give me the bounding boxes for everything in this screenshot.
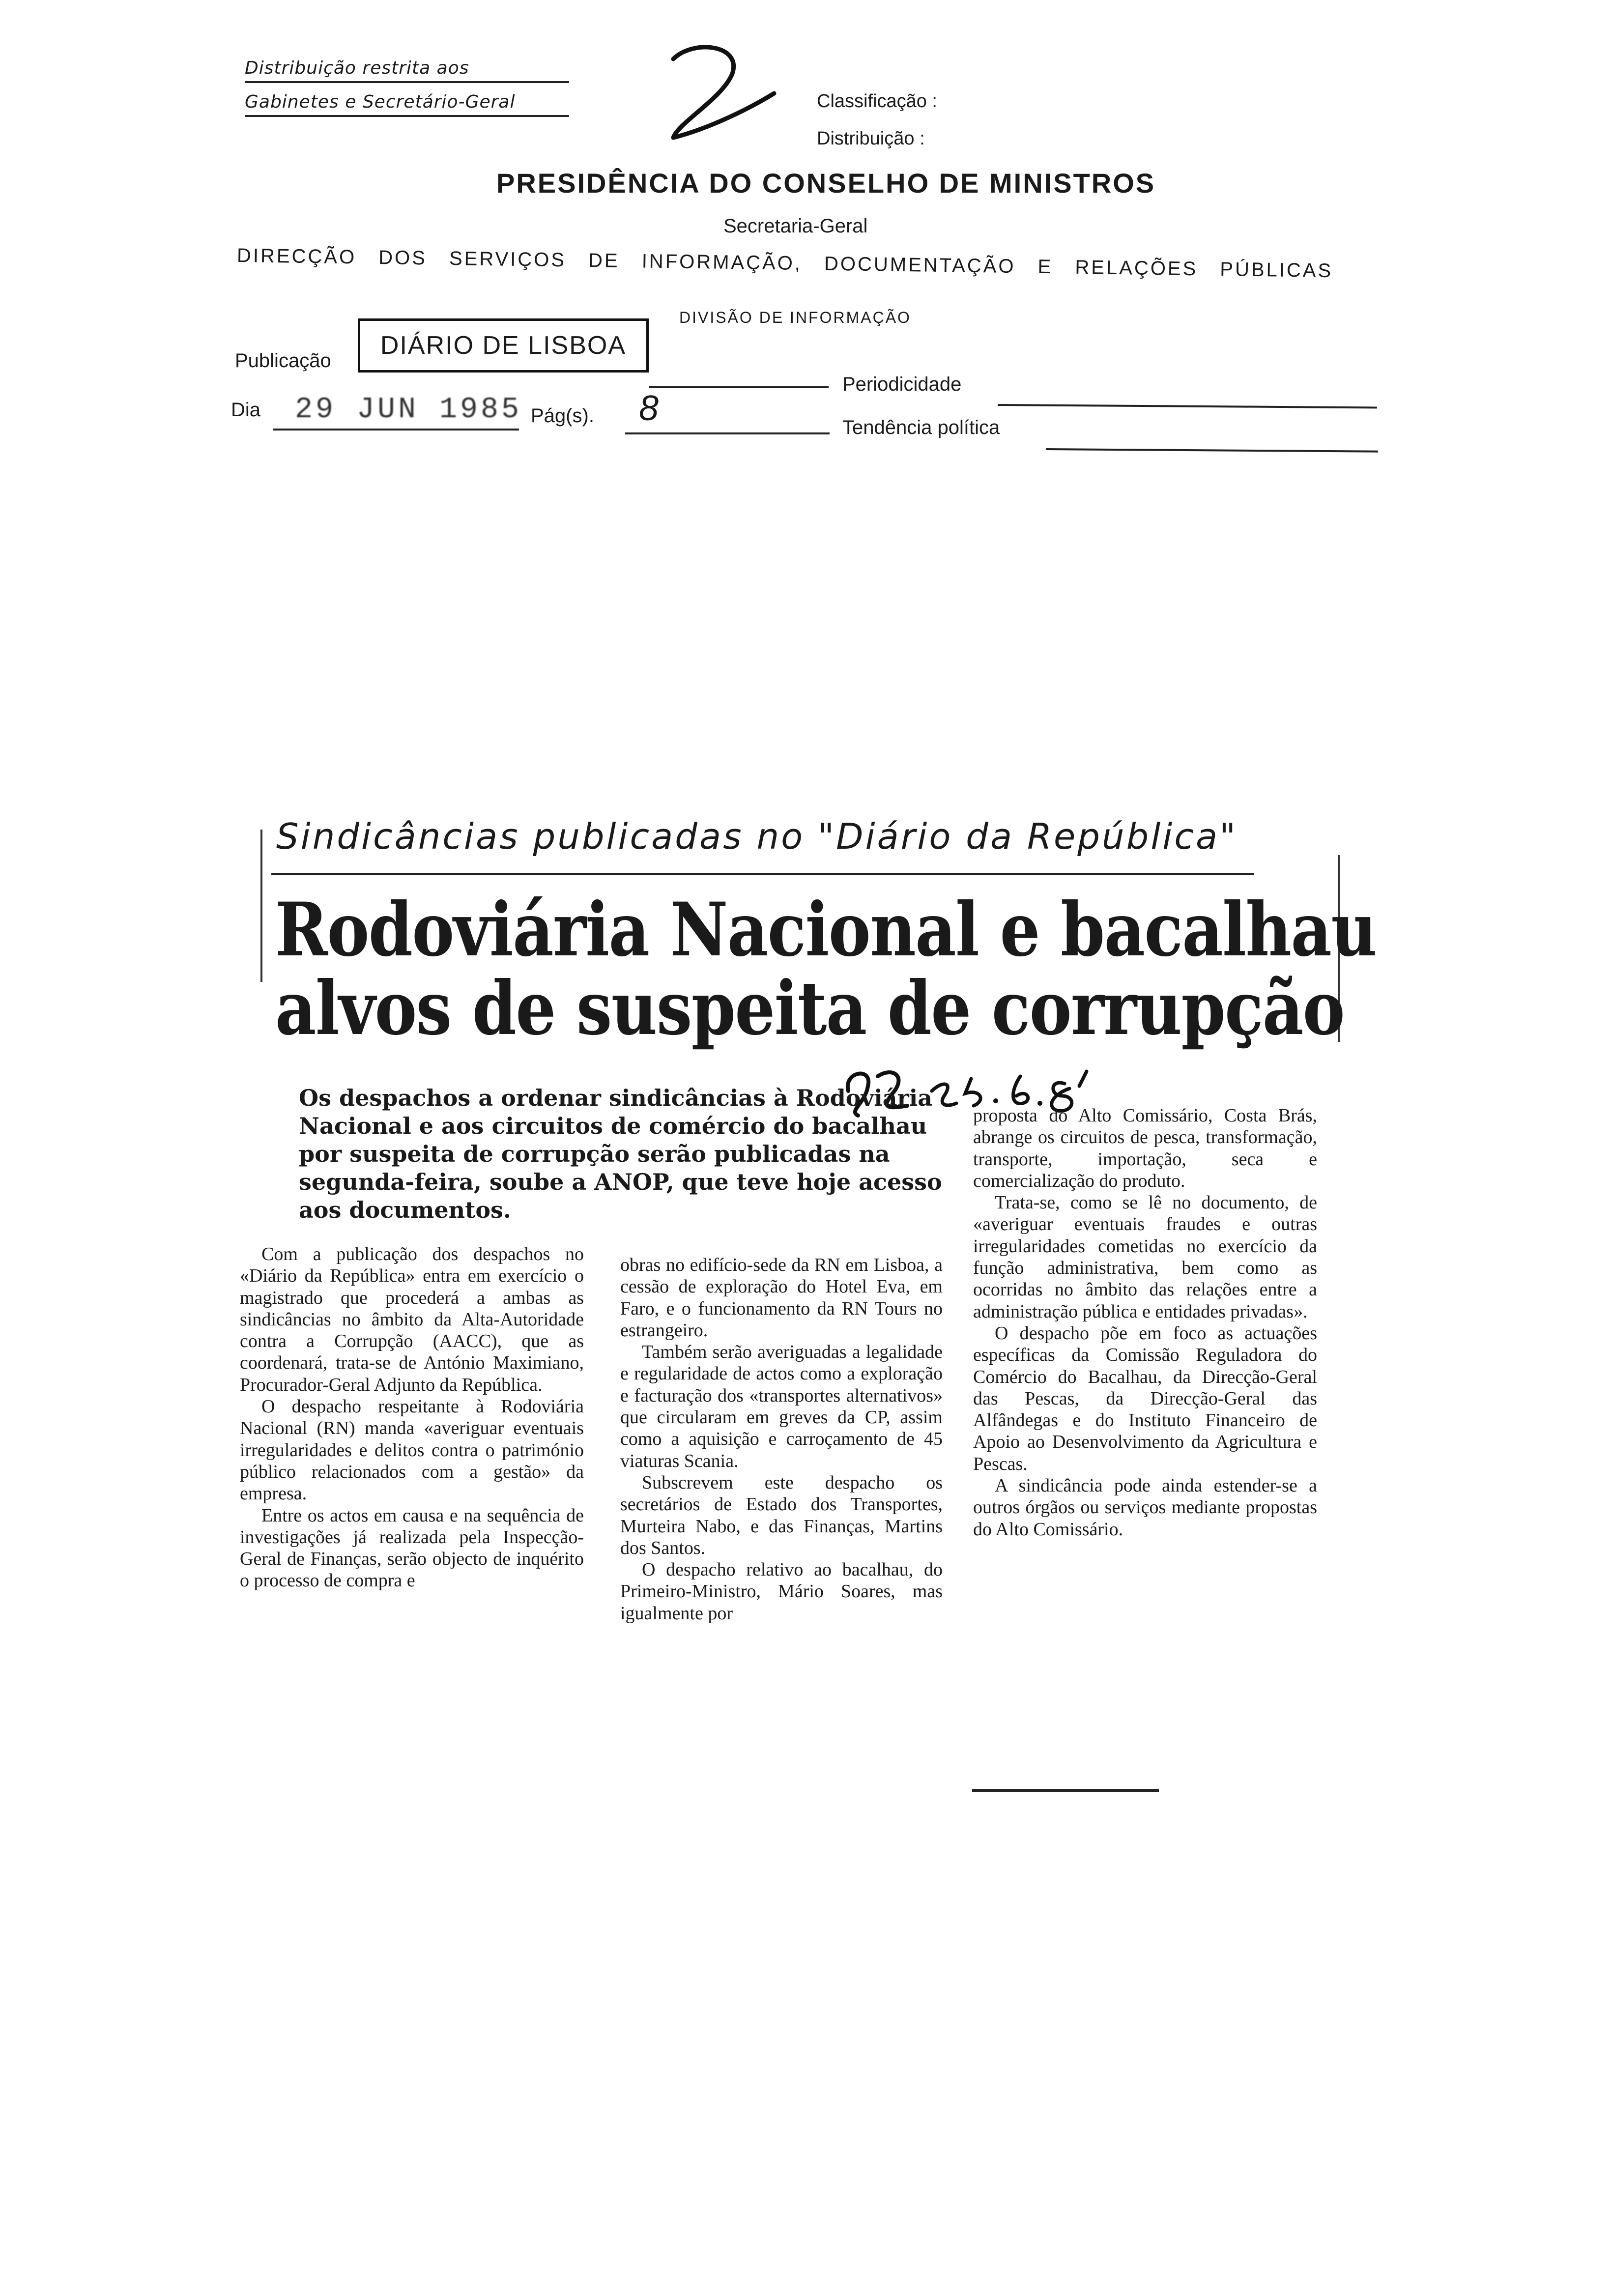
headline-line-1: Rodoviária Nacional e bacalhau — [275, 887, 1377, 973]
article-column-3 — [973, 1105, 1317, 1540]
day-stamp-value: 29 JUN 1985 — [295, 393, 522, 427]
political-tendency-underline — [1046, 448, 1378, 453]
distribution-note-line-1: Distribuição restrita aos — [245, 58, 569, 83]
column-1-paragraph: O despacho respeitante à Rodoviária Nacional (RN) manda «averiguar eventuais irregularidades e delitos contra o património público relacionados com a gestão» da empresa. — [240, 1396, 584, 1504]
headline-line-2: alvos de suspeita de corrupção — [275, 965, 1344, 1052]
organization-title: PRESIDÊNCIA DO CONSELHO DE MINISTROS — [496, 168, 1156, 199]
distribution-note-line-2: Gabinetes e Secretário-Geral — [245, 92, 569, 117]
day-underline — [273, 429, 519, 430]
column-1-paragraph: Entre os actos em causa e na sequência de investigações já realizada pela Inspecção-Geral de Finanças, serão objecto de inquérito o processo de compra e — [240, 1505, 584, 1591]
publication-label: Publicação — [235, 350, 331, 372]
column-1-paragraph: Com a publicação dos despachos no «Diário da República» entra em exercício o magistrado que procederá a ambas as sindicâncias no âmbito da Alta-Autoridade contra a Corrupção (AACC), que as coordenará, trata-se de António Maximiano, Procurador-Geral Adjunto da República. — [240, 1244, 584, 1395]
article-end-rule — [972, 1789, 1159, 1792]
column-3-paragraph: proposta do Alto Comissário, Costa Brás, abrange os circuitos de pesca, transformação, transporte, importação, seca e comercialização do produto. — [973, 1105, 1317, 1191]
periodicity-label: Periodicidade — [842, 373, 962, 395]
column-2-paragraph: O despacho relativo ao bacalhau, do Primeiro-Ministro, Mário Soares, mas igualmente por — [620, 1559, 943, 1624]
periodicity-underline — [998, 404, 1377, 408]
handwritten-number-2 — [659, 39, 786, 152]
column-3-paragraph: A sindicância pode ainda estender-se a outros órgãos ou serviços mediante propostas do Alto Comissário. — [973, 1475, 1317, 1540]
classification-block — [817, 83, 937, 157]
publication-underline — [649, 386, 829, 388]
political-tendency-label: Tendência política — [842, 417, 1000, 438]
classification-label: Classificação : — [817, 91, 937, 112]
article-lead: Os despachos a ordenar sindicâncias à Rodoviária Nacional e aos circuitos de comércio do bacalhau por suspeita de corrupção serão publicadas na segunda-feira, soube a ANOP, que teve hoje acesso aos documentos. — [299, 1085, 942, 1223]
directorate-title: DIRECÇÃO DOS SERVIÇOS DE INFORMAÇÃO, DOCUMENTAÇÃO E RELAÇÕES PÚBLICAS — [236, 245, 1333, 282]
pages-underline — [625, 432, 830, 434]
publication-value: DIÁRIO DE LISBOA — [380, 331, 627, 360]
pages-label: Pág(s). — [531, 405, 594, 427]
secretariat-title: Secretaria-Geral — [723, 215, 868, 237]
day-label: Dia — [231, 399, 261, 421]
division-title: DIVISÃO DE INFORMAÇÃO — [679, 309, 911, 326]
article-headline — [275, 887, 1377, 1052]
column-2-paragraph: Subscrevem este despacho os secretários de Estado dos Transportes, Murteira Nabo, e das Finanças, Martins dos Santos. — [620, 1472, 943, 1558]
column-2-paragraph: Também serão averiguadas a legalidade e regularidade de actos como a exploração e facturação dos «transportes alternativos» que circularam em greves da CP, assim como a aquisição e carroçamento de 45 viaturas Scania. — [620, 1342, 943, 1471]
article-column-1 — [240, 1243, 584, 1592]
clipping-left-rule — [260, 830, 262, 982]
column-3-paragraph: O despacho põe em foco as actuações específicas da Comissão Reguladora do Comércio do Bacalhau, da Direcção-Geral das Pescas, da Direcção-Geral das Alfândegas e do Instituto Financeiro de Apoio ao Desenvolvimento da Agricultura e Pescas. — [973, 1322, 1317, 1474]
article-column-2 — [620, 1254, 943, 1624]
distribution-label: Distribuição : — [817, 128, 925, 149]
kicker-underline — [271, 873, 1254, 875]
article-kicker: Sindicâncias publicadas no "Diário da República" — [276, 816, 1238, 857]
distribution-note — [245, 58, 569, 126]
column-2-paragraph: obras no edifício-sede da RN em Lisboa, a cessão de exploração do Hotel Eva, em Faro, e o funcionamento da RN Tours no estrangeiro. — [620, 1255, 943, 1341]
column-3-paragraph: Trata-se, como se lê no documento, de «averiguar eventuais fraudes e outras irregularidades cometidas no exercício da função administrativa, bem como as ocorridas no âmbito das relações entre a administração pública e entidades privadas». — [973, 1192, 1317, 1322]
publication-stamp-box — [358, 318, 649, 373]
pages-value: 8 — [639, 389, 659, 428]
